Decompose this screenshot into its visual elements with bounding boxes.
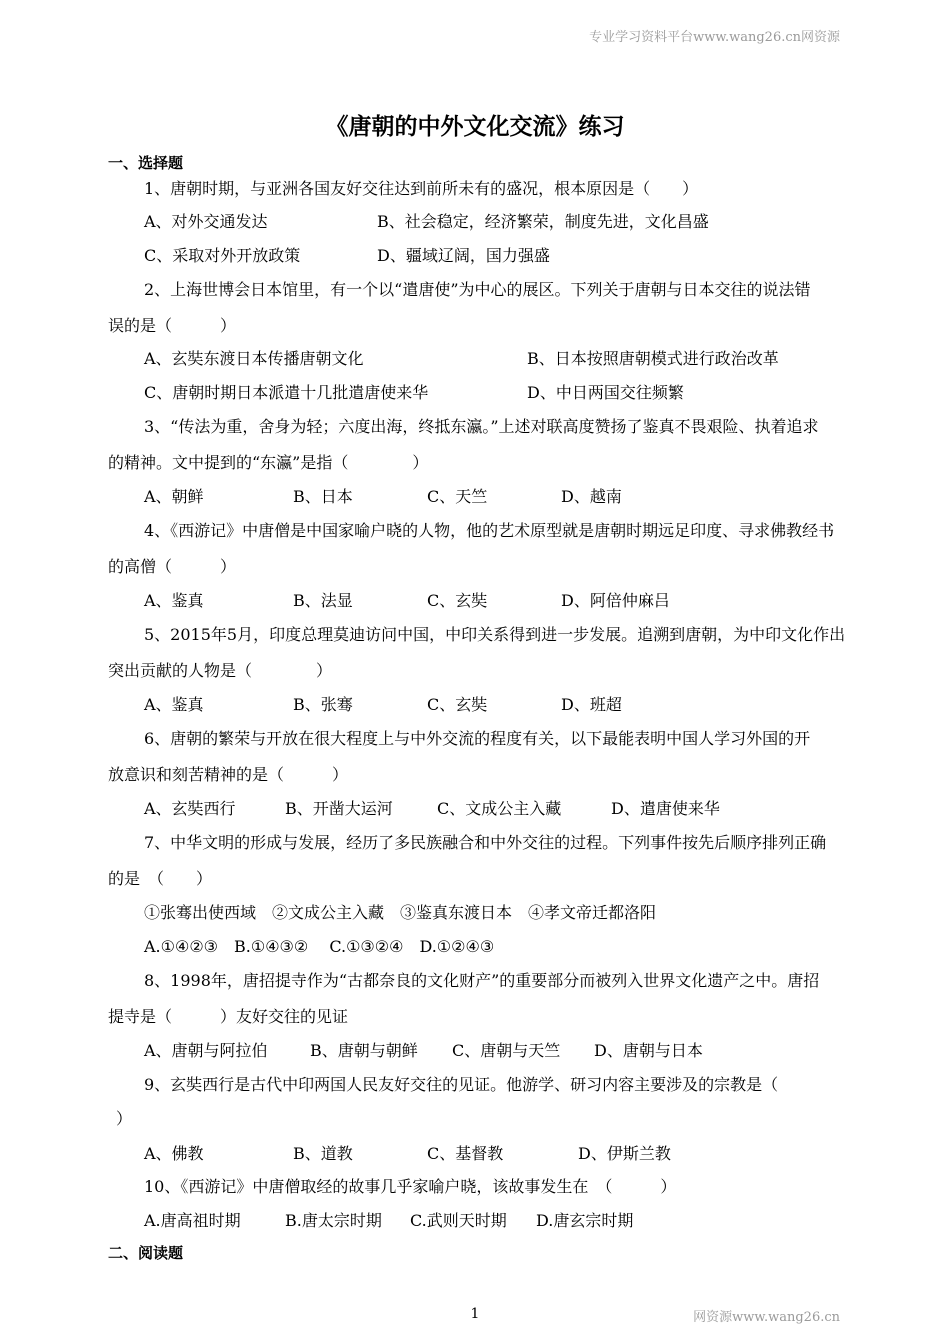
question-8-option-a: A、唐朝与阿拉伯: [144, 1041, 268, 1060]
page-number: 1: [470, 1306, 480, 1322]
page-header: 专业学习资料平台www.wang26.cn网资源: [589, 30, 840, 45]
question-2-option-b: B、日本按照唐朝模式进行政治改革: [527, 349, 779, 368]
question-5-option-d: D、班超: [561, 695, 622, 714]
question-9-option-b: B、道教: [293, 1144, 353, 1163]
question-6-option-c: C、文成公主入藏: [437, 799, 562, 818]
question-6-option-a: A、玄奘西行: [144, 799, 236, 818]
question-3-stem-continued: 的精神。文中提到的“东瀛”是指（ ）: [108, 453, 429, 472]
question-2-option-a: A、玄奘东渡日本传播唐朝文化: [144, 349, 364, 368]
question-5-option-c: C、玄奘: [427, 695, 488, 714]
question-10-stem: 10、《西游记》中唐僧取经的故事几乎家喻户晓，该故事发生在 （ ）: [144, 1177, 677, 1196]
question-6-option-b: B、开凿大运河: [285, 799, 393, 818]
question-7-stem-continued: 的是 （ ）: [108, 869, 213, 888]
question-8-stem: 8、1998年，唐招提寺作为“古都奈良的文化财产”的重要部分而被列入世界文化遗产之中。唐招: [144, 971, 820, 990]
question-1-option-d: D、疆域辽阔，国力强盛: [377, 246, 550, 265]
question-7-options: A.①④②③ B.①④③② C.①③②④ D.①②④③: [144, 937, 495, 956]
question-8-option-c: C、唐朝与天竺: [452, 1041, 561, 1060]
question-3-option-b: B、日本: [293, 487, 353, 506]
question-9-option-a: A、佛教: [144, 1144, 204, 1163]
question-8-stem-continued: 提寺是（ ）友好交往的见证: [108, 1007, 349, 1026]
question-8-option-b: B、唐朝与朝鲜: [310, 1041, 418, 1060]
question-7-stem: 7、中华文明的形成与发展，经历了多民族融合和中外交往的过程。下列事件按先后顺序排列正确: [144, 833, 827, 852]
section-heading-reading: 二、阅读题: [108, 1244, 184, 1262]
question-10-option-d: D.唐玄宗时期: [536, 1211, 634, 1230]
question-10-option-c: C.武则天时期: [410, 1211, 507, 1230]
question-4-stem: 4、《西游记》中唐僧是中国家喻户晓的人物，他的艺术原型就是唐朝时期远足印度、寻求佛教经书: [144, 521, 835, 540]
question-2-option-c: C、唐朝时期日本派遣十几批遣唐使来华: [144, 383, 429, 402]
question-4-option-b: B、法显: [293, 591, 353, 610]
question-1-stem: 1、唐朝时期，与亚洲各国友好交往达到前所未有的盛况，根本原因是（ ）: [144, 179, 699, 198]
question-4-option-d: D、阿倍仲麻吕: [561, 591, 670, 610]
question-3-option-c: C、天竺: [427, 487, 488, 506]
question-6-option-d: D、遣唐使来华: [611, 799, 720, 818]
question-5-stem: 5、2015年5月，印度总理莫迪访问中国，中印关系得到进一步发展。追溯到唐朝，为中印文化作出: [144, 625, 846, 644]
question-5-option-a: A、鉴真: [144, 695, 204, 714]
question-10-option-a: A.唐高祖时期: [144, 1211, 241, 1230]
question-9-stem-continued: ）: [116, 1109, 133, 1128]
question-1-option-b: B、社会稳定，经济繁荣，制度先进，文化昌盛: [377, 212, 709, 231]
question-4-stem-continued: 的高僧（ ）: [108, 557, 237, 576]
question-3-option-a: A、朝鲜: [144, 487, 204, 506]
question-9-stem: 9、玄奘西行是古代中印两国人民友好交往的见证。他游学、研习内容主要涉及的宗教是（: [144, 1075, 779, 1094]
question-1-option-c: C、采取对外开放政策: [144, 246, 301, 265]
section-heading-choice: 一、选择题: [108, 154, 184, 172]
question-5-option-b: B、张骞: [293, 695, 353, 714]
question-1-option-a: A、对外交通发达: [144, 212, 268, 231]
page-title: 《唐朝的中外文化交流》练习: [325, 114, 625, 140]
question-6-stem-continued: 放意识和刻苦精神的是（ ）: [108, 765, 349, 784]
question-4-option-a: A、鉴真: [144, 591, 204, 610]
question-8-option-d: D、唐朝与日本: [594, 1041, 703, 1060]
question-2-stem: 2、上海世博会日本馆里，有一个以“遣唐使”为中心的展区。下列关于唐朝与日本交往的说法错: [144, 280, 811, 299]
question-2-stem-continued: 误的是（ ）: [108, 316, 237, 335]
page-footer: 网资源www.wang26.cn: [693, 1310, 840, 1325]
question-3-option-d: D、越南: [561, 487, 622, 506]
question-9-option-c: C、基督教: [427, 1144, 504, 1163]
question-10-option-b: B.唐太宗时期: [285, 1211, 382, 1230]
question-4-option-c: C、玄奘: [427, 591, 488, 610]
question-6-stem: 6、唐朝的繁荣与开放在很大程度上与中外交流的程度有关，以下最能表明中国人学习外国的开: [144, 729, 811, 748]
question-3-stem: 3、“传法为重，舍身为轻；六度出海，终抵东瀛。”上述对联高度赞扬了鉴真不畏艰险、执着追求: [144, 417, 819, 436]
question-7-events: ①张骞出使西域 ②文成公主入藏 ③鉴真东渡日本 ④孝文帝迁都洛阳: [144, 903, 657, 922]
question-5-stem-continued: 突出贡献的人物是（ ）: [108, 661, 333, 680]
question-2-option-d: D、中日两国交往频繁: [527, 383, 684, 402]
question-9-option-d: D、伊斯兰教: [578, 1144, 671, 1163]
